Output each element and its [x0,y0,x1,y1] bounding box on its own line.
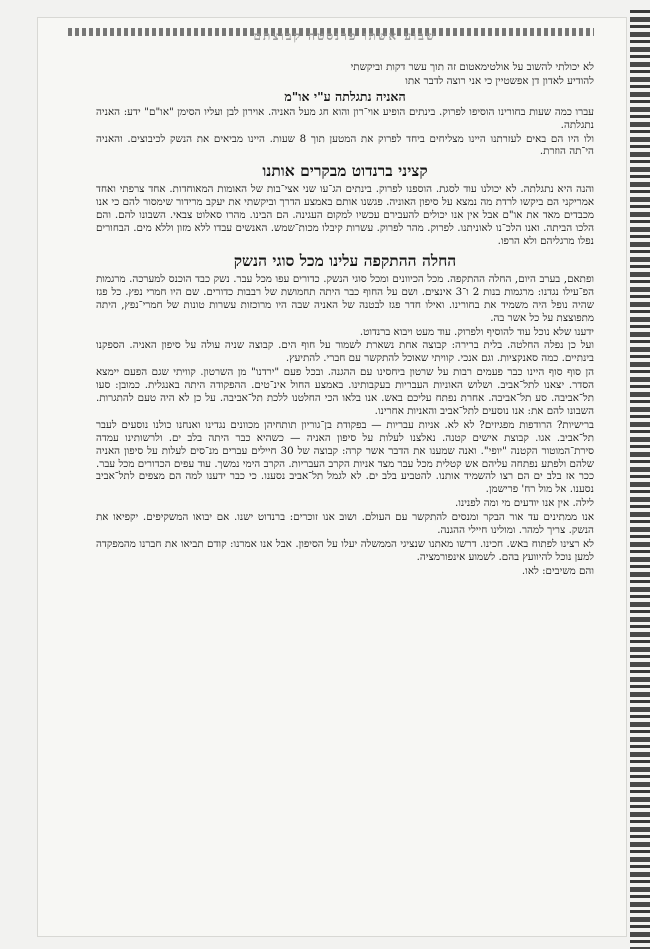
paragraph-3: והנה היא נתגלתה. לא יכולנו עוד לסגת. הוספנו לפרוק. בינתים הג־עו שני אצי־בות של האומות המאוחדות. אחד צרפתי ואחד אמריקני הם ביקשו לרדת מה נמצא על סיפון האוניה. פגשנו אותם באמצע הדרך וביקשתי את יעקב מרידור שימסור להם כי אנו מכבדים מאד את או"ם אבל אין אנו יכולים להעבירם עכשיו למקום העגינה. הם הבינו. מהרו סאלוט צבאי. השבונו להם. והם הלכו הביתה. ואנו הלכ־נו לאוניתנו. לפרוק. מהר לפרוק. עשרות קיבלו מכות־שמש. האנשים עבדו ללא מזון וללא מים. הבחורים נפלו מרגליהם ולא הרפו. [96,183,594,247]
paragraph-8: ברישיות? הרודפות מפגיזים? לא לא. אניות עבריות — בפקודת בן־גוריון תותחיהן מכוונים נגדינו ואנחנו כולנו נוסעים לעבר תל־אביב. אגו. קבוצת אישים קטנה. נאלצנו לעלות על סיפון האניה — כשהיא כבר היתה בלב ים. ולרשותינו עמדה סירת־המוטור הקטנה "יופי". ואנה שמענו את הדבר אשר קרה: קבוצה של 30 חיילים עברים מנ־סים לעלות על סיפון האניה שלהם ולפתע נפתחה עליהם אש קטלית מכל עבר מצד אניות הקרב העבריות. הקרב הימי נמשך. עוד עפים הכדורים מכל עבר. ככר אז בלב ים הם רצו להשמיד אותנו. להטביע בלב ים. לא לגמל תל־אביב נסענו. כי כבר ידענו למה הם מצפים לתל־אביב נסענו. אל מול רח' פרישמן. [96,418,594,496]
paragraph-7: הן סוף סוף היינו כבר פעמים רבות על שרטון ביחסינו עם ההגנה. ובכל פעם "ירדנו" מן השרטון. קוויתי שגם הפעם יימצא הסדר. יצאנו לתל־אביב. ושלוש האוניות העבריות בעקבותינו. באמצע החול אינ־טים. ההפקודה היתה באנגלית. כמובן: סעו תל־אביבה. סע תל־אביבה. אחרת נפתח עליכם באש. אנו בלאו הכי החלטנו ללכת תל־אביבה. על כן לא היה טעם להתגרות. השבונו להם את: אנו נוסעים לתל־אביב והאניות אחרינו. [96,366,594,417]
heading-discovered: האניה נתגלתה ע"י או"מ [284,88,406,104]
paragraph-4: ופתאם, בערב היום, החלה ההתקפה. מכל הכיוונים ומכל סוגי הנשק. כדורים עפו מכל עבר. נשק כבד הוכנס למערכה. מרגמות הפ־עילו נגדנו: מרגמות בנות 2 ו־3 אינצים. ושם על החוף כבר היתה תחמושת של רבבות כדורים. שם היו חמרי נפץ. כל פגז שהיה נופל היה משמיד את בחורינו. ואילו חדר פגז לבטנה של האניה שבה היו מרוכזות עשרות טונות של חמרי־נפץ, היתה מתפוצצת על כל אשר בה. [96,272,594,324]
paragraph-11: לא רצינו לפתוח באש. חכינו. דרשו מאתנו שנציגי הממשלה יעלו על הסיפון. אבל אנו אמרנו: קודם תביאו את חברנו מהמפקדה למען נוכל להיוועץ בהם. לשמוע אינפורמציה. [96,538,594,563]
paragraph-9: לילה. אין אנו יודעים מי ומה לפנינו. [454,497,594,510]
document-text-column [96,30,594,579]
paragraph-1: עברו כמה שעות בחורינו הוסיפו לפרוק. בינתים הופיע אוי־רון והוא חג מעל האניה. אוירון לבן ועליו הסימן "או"ם" ידע: האניה נתגלתה. [96,105,594,131]
paragraph-5: ידענו שלא נוכל עוד להוסיף ולפרוק. עוד מעט ויבוא ברנדוט. [359,325,594,338]
paragraph-10: אנו ממתינים עד אור הבקר ומנסים להתקשר עם העולם. ושוב אנו זוכרים: ברנדוט ישנו. אם יבואו המשקיפים. יקפיאו את הנשק. צריך למהר. ומולינו חיילי ההגנה. [96,511,594,537]
paragraph-2: ולו היו הם באים לעזרתנו היינו מצליחים ביחד לפרוק את המטען תוך 8 שעות. היינו מביאים את הנשק לכיבוצים. והאניה הי־תה הוזרת. [96,132,594,158]
paragraph-6: ועל כן נפלה החלטה. בלית ברירה: קבוצה אחת נשארת לשמור על חוף הים. קבוצה שניה עולה על סיפון האניה. הספקנו בינתיים. כמה סאנקציות. וגם אנכי. קוויתי שאוכל להתקשר עם חברי. להתיעץ. [96,339,594,365]
top-heading: שבוע אשתו פרנסטה קבוצתם [253,29,437,43]
intro-line-1: לא יכולתי להשוב על אולטימאטום זה תוך עשר דקות וביקשתי [350,60,594,73]
scan-right-edge [630,10,650,949]
heading-attack: החלה ההתקפה עלינו מכל סוגי הנשק [233,250,457,270]
paragraph-12: והם משיבים: לאו. [521,564,594,577]
intro-line-2: להודיע לאדון דן אפשטיין כי אני רוצה לדבר אתו [405,74,594,87]
heading-bernadotte-officers: קציני ברנדוט מבקרים אותנו [262,161,428,181]
